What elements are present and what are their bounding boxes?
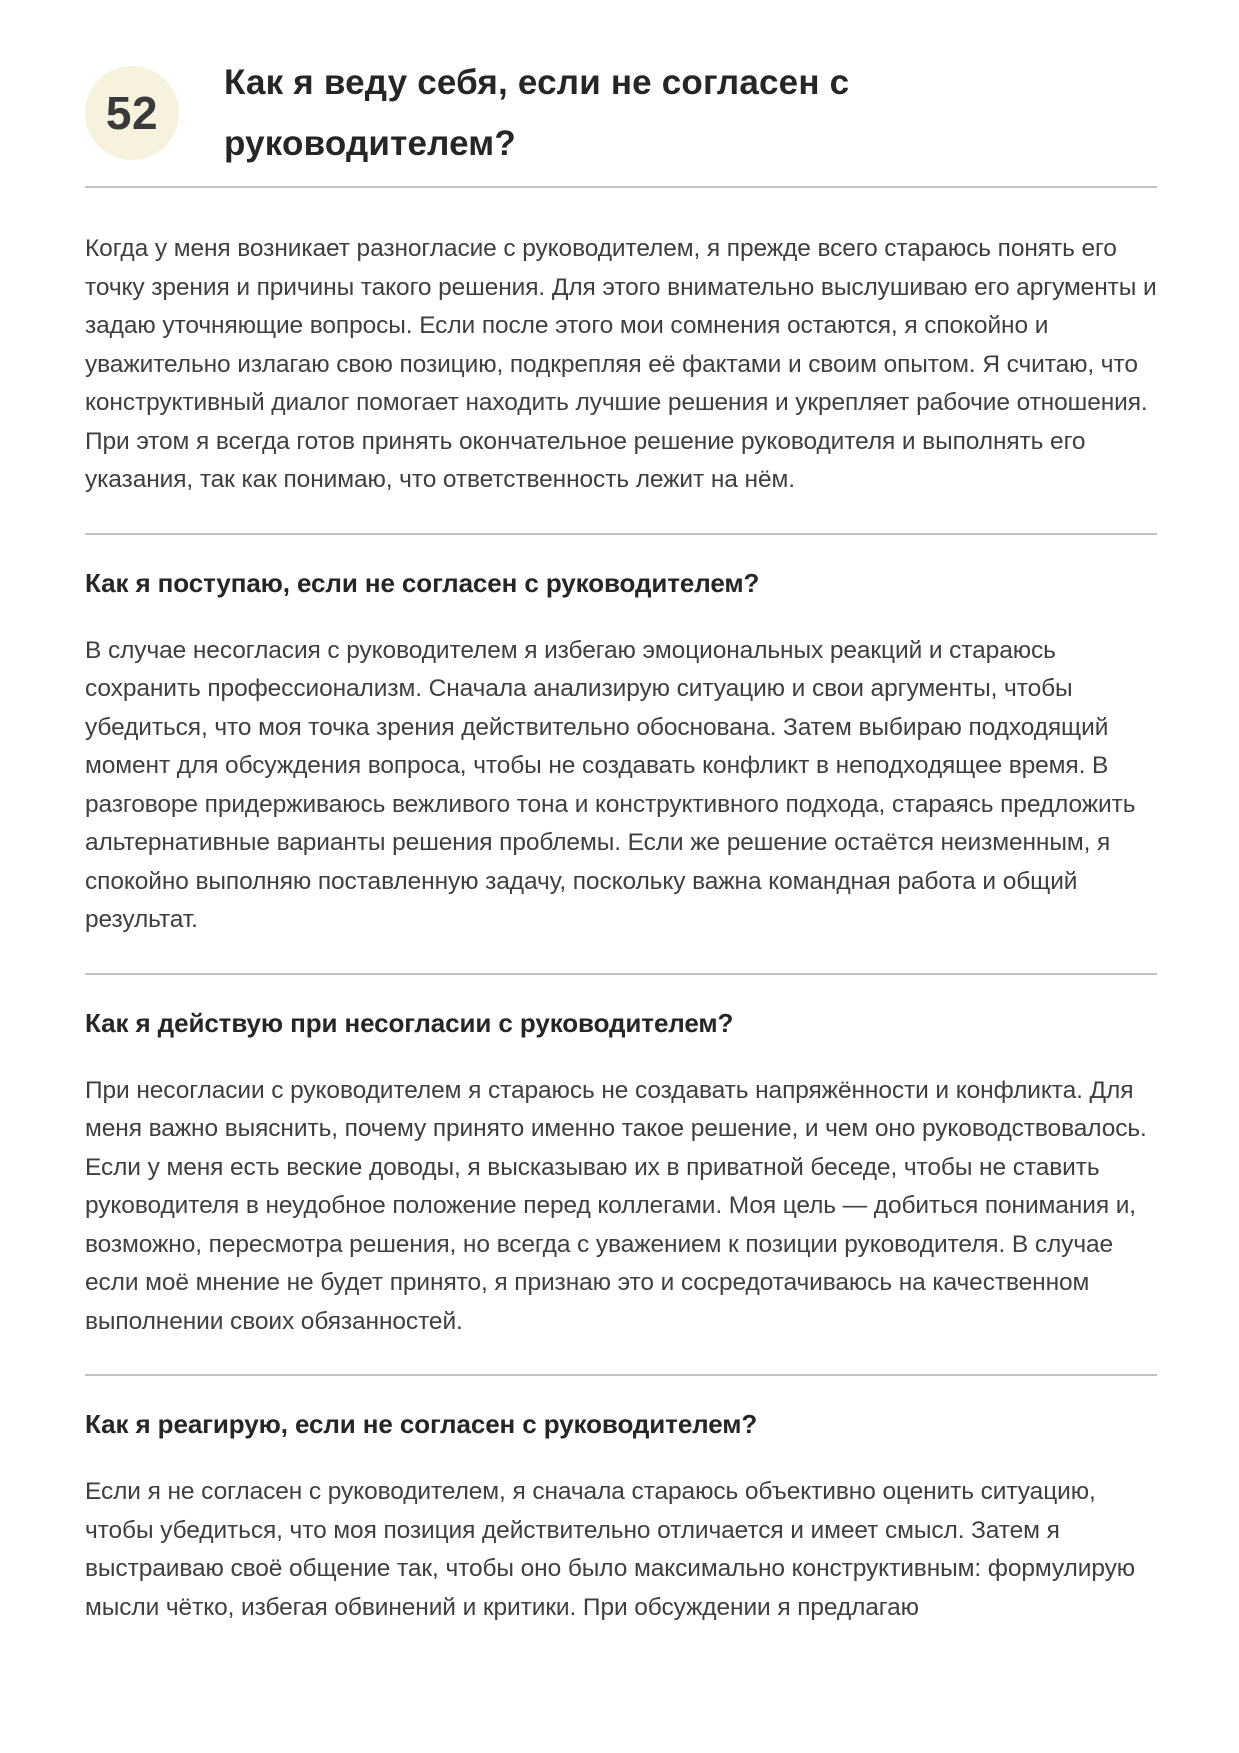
section (85, 1406, 1157, 1627)
question-number: 52 (105, 87, 159, 139)
title-divider (85, 186, 1157, 188)
section-heading: Как я реагирую, если не согласен с руководителем? (85, 1409, 758, 1439)
article-page (85, 0, 1157, 1627)
intro-paragraph: Когда у меня возникает разногласие с руководителем, я прежде всего стараюсь понять его точку зрения и причины такого решения. Для этого внимательно выслушиваю его аргументы и задаю уточняющие вопросы. Если после этого мои сомнения остаются, я спокойно и уважительно излагаю свою позицию, подкрепляя её фактами и своим опытом. Я считаю, что конструктивный диалог помогает находить лучшие решения и укрепляет рабочие отношения. При этом я всегда готов принять окончательное решение руководителя и выполнять его указания, так как понимаю, что ответственность лежит на нём. (85, 235, 1157, 493)
section-body: Если я не согласен с руководителем, я сначала стараюсь объективно оценить ситуацию, чтобы убедиться, что моя позиция действительно отличается и имеет смысл. Затем я выстраиваю своё общение так, чтобы оно было максимально конструктивным: формулирую мысли чётко, избегая обвинений и критики. При обсуждении я предлагаю (85, 1478, 1135, 1621)
section-divider (85, 973, 1157, 975)
section-divider (85, 533, 1157, 535)
section-heading: Как я поступаю, если не согласен с руководителем? (85, 567, 760, 598)
section (85, 565, 1157, 940)
section (85, 1005, 1157, 1342)
page-title: Как я веду себя, если не согласен с руководителем? (224, 63, 850, 163)
section-heading: Как я действую при несогласии с руководителем? (85, 1007, 734, 1038)
article-header (85, 0, 1157, 174)
section-body: При несогласии с руководителем я стараюсь не создавать напряжённости и конфликта. Для меня важно выяснить, почему принято именно такое решение, и чем оно руководствовалось. Если у меня есть веские доводы, я высказываю их в приватной беседе, чтобы не ставить руководителя в неудобное положение перед коллегами. Моя цель — добиться понимания и, возможно, пересмотра решения, но всегда с уважением к позиции руководителя. В случае если моё мнение не будет принято, я признаю это и сосредотачиваюсь на качественном выполнении своих обязанностей. (85, 1076, 1147, 1335)
question-number-badge (85, 66, 179, 160)
section-divider (85, 1374, 1157, 1376)
section-body: В случае несогласия с руководителем я избегаю эмоциональных реакций и стараюсь сохранить профессионализм. Сначала анализирую ситуацию и свои аргументы, чтобы убедиться, что моя точка зрения действительно обоснована. Затем выбираю подходящий момент для обсуждения вопроса, чтобы не создавать конфликт в неподходящее время. В разговоре придерживаюсь вежливого тона и конструктивного подхода, стараясь предложить альтернативные варианты решения проблемы. Если же решение остаётся неизменным, я спокойно выполняю поставленную задачу, поскольку важна командная работа и общий результат. (85, 636, 1136, 933)
